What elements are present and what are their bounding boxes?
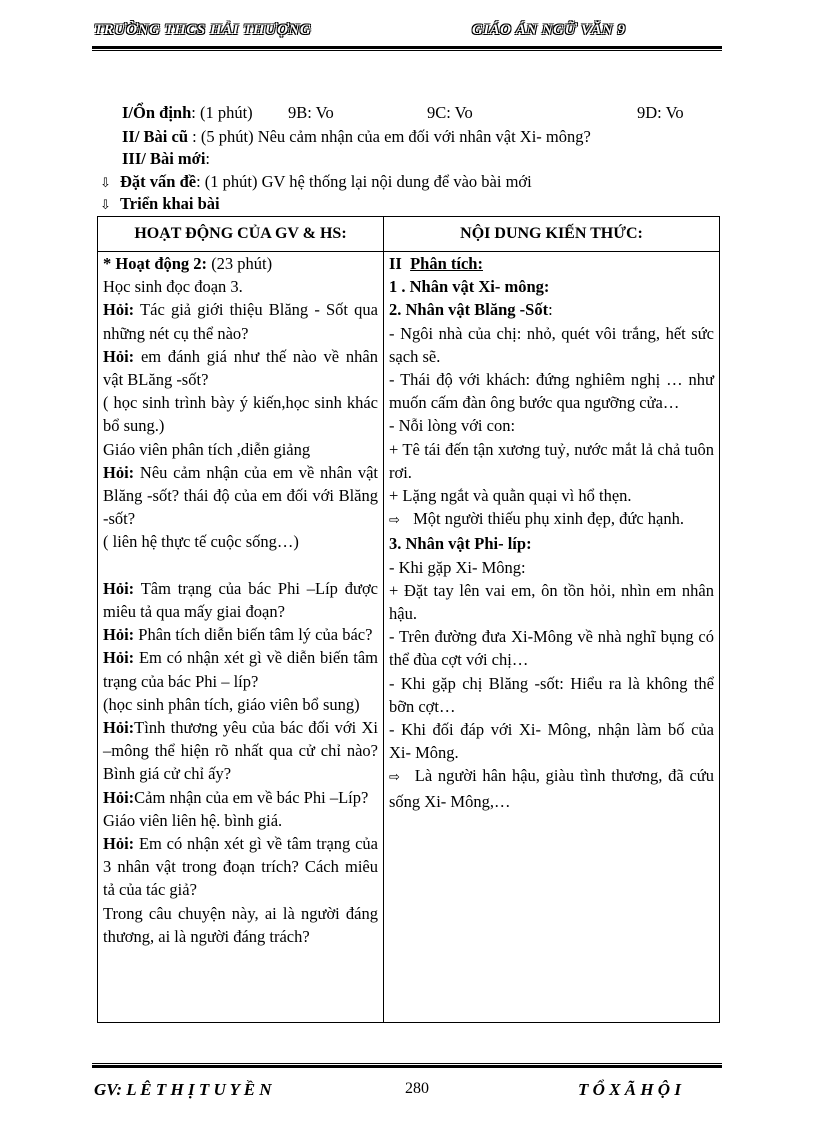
section-title: Phân tích: — [410, 254, 483, 273]
section-number: II — [389, 254, 402, 273]
question-label: Hỏi: — [103, 787, 135, 807]
hd2-label: * Hoạt động 2: — [103, 254, 208, 273]
header-subject: GIÁO ÁN NGỮ VĂN 9 — [472, 22, 626, 38]
left-line-3: Giáo viên phân tích ,diễn giảng — [103, 439, 311, 459]
question-text: Tác giả giới thiệu Blăng - Sốt qua những nét cụ thể nào? — [103, 300, 378, 343]
bai-cu-label: II/ Bài cũ — [122, 127, 189, 146]
question-label: Hỏi: — [103, 648, 135, 668]
question-label: Hỏi: — [103, 346, 135, 366]
footer-rule — [92, 1065, 722, 1068]
subsection-3: 3. Nhân vật Phi- líp: — [389, 534, 532, 554]
content-line: Là người hân hậu, giàu tình thương, đã cứu sống Xi- Mông,… — [389, 766, 714, 811]
right-arrow-icon: ⇨ — [389, 770, 400, 786]
dat-van-de-line — [100, 171, 532, 195]
content-line: - Khi đối đáp với Xi- Mông, nhận làm bố của Xi- Mông. — [389, 720, 714, 763]
class-9d: 9D: Vo — [637, 103, 684, 122]
down-arrow-icon: ⇩ — [100, 176, 111, 191]
question-label: Hỏi: — [103, 578, 135, 598]
dat-van-de-label: Đặt vấn đề — [120, 172, 197, 191]
content-line: - Ngôi nhà của chị: nhỏ, quét vôi trắng, hết sức sạch sẽ. — [389, 323, 714, 366]
content-line: - Khi gặp chị Blăng -sốt: Hiểu ra là không thể bỡn cợt… — [389, 673, 714, 716]
lesson-table — [97, 216, 720, 1023]
page-number: 280 — [405, 1080, 429, 1097]
content-line: - Thái độ với khách: đứng nghiêm nghị … như muốn cấm đàn ông bước qua ngưỡng cửa… — [389, 370, 714, 413]
question-text: Em có nhận xét gì về diễn biến tâm trạng của bác Phi – líp? — [103, 648, 378, 691]
subsection-2: 2. Nhân vật Blăng -Sốt — [389, 300, 549, 320]
left-line-7: Trong câu chuyện này, ai là người đáng thương, ai là người đáng trách? — [103, 903, 378, 946]
footer-teacher: GV: L Ê T H Ị T U Y Ề N — [94, 1080, 272, 1099]
footer-rule-thin — [92, 1063, 722, 1064]
bai-cu-line — [122, 126, 591, 148]
question-text: Nêu cảm nhận của em về nhân vật Blăng -sốt? thái độ của em đối với Blăng -sốt? — [103, 462, 378, 529]
content-line: + Tê tái đến tận xương tuỷ, nước mắt lả chả tuôn rơi. — [389, 439, 714, 482]
question-label: Hỏi: — [103, 834, 135, 854]
question-label: Hỏi: — [103, 462, 135, 482]
col-activity-header: HOẠT ĐỘNG CỦA GV & HS: — [98, 217, 384, 252]
subsection-1: 1 . Nhân vật Xi- mông: — [389, 277, 550, 297]
trien-khai-label: Triển khai bài — [120, 194, 220, 213]
content-line: - Trên đường đưa Xi-Mông về nhà nghĩ bụng có thể đùa cợt với chị… — [389, 627, 714, 670]
class-9b: 9B: Vo — [288, 103, 334, 122]
left-line-4: ( liên hệ thực tế cuộc sống…) — [103, 532, 299, 552]
activity-cell — [98, 252, 384, 1023]
content-line: Một người thiếu phụ xinh đẹp, đức hạnh. — [409, 509, 684, 529]
content-line: + Lặng ngắt và quằn quại vì hổ thẹn. — [389, 486, 632, 506]
header-rule — [92, 46, 722, 49]
subsection-2-colon: : — [548, 300, 553, 320]
left-line-6: Giáo viên liên hệ. bình giá. — [103, 810, 283, 830]
footer-group: T Ổ X Ã H Ộ I — [578, 1080, 681, 1099]
on-dinh-time: : (1 phút) — [191, 103, 253, 122]
left-line-1: Học sinh đọc đoạn 3. — [103, 277, 243, 297]
question-label: Hỏi: — [103, 718, 135, 738]
left-line-2: ( học sinh trình bày ý kiến,học sinh khác bổ sung.) — [103, 393, 378, 436]
question-text: Phân tích diễn biến tâm lý của bác? — [134, 625, 373, 645]
header-school: TRƯỜNG THCS HẢI THƯỢNG — [94, 22, 312, 38]
content-line: - Khi gặp Xi- Mông: — [389, 557, 526, 577]
bai-cu-text: : (5 phút) Nêu cảm nhận của em đối với nhân vật Xi- mông? — [188, 127, 591, 146]
dat-van-de-text: : (1 phút) GV hệ thống lại nội dung để vào bài mới — [196, 172, 532, 191]
left-line-5: (học sinh phân tích, giáo viên bổ sung) — [103, 694, 360, 714]
question-text: Em có nhận xét gì về tâm trạng của 3 nhân vật trong đoạn trích? Cách miêu tả của tác giả? — [103, 834, 378, 900]
down-arrow-icon: ⇩ — [100, 198, 111, 213]
header-rule-thin — [92, 50, 722, 51]
question-text: Tâm trạng của bác Phi –Líp được miêu tả qua mấy giai đoạn? — [103, 578, 378, 622]
content-line: + Đặt tay lên vai em, ôn tồn hỏi, nhìn em nhân hậu. — [389, 580, 714, 624]
trien-khai-line — [100, 193, 220, 217]
content-line: - Nỗi lòng với con: — [389, 416, 516, 436]
content-cell — [384, 252, 720, 1023]
right-arrow-icon: ⇨ — [389, 513, 400, 529]
question-label: Hỏi: — [103, 625, 135, 645]
bai-moi-line — [122, 148, 210, 170]
question-text: Cảm nhận của em về bác Phi –Líp? — [134, 787, 369, 807]
col-content-header: NỘI DUNG KIẾN THỨC: — [384, 217, 720, 252]
class-9c: 9C: Vo — [427, 103, 473, 122]
question-text: em đánh giá như thế nào về nhân vật BLăng -sốt? — [103, 346, 378, 390]
bai-moi-colon: : — [205, 149, 210, 168]
bai-moi-label: III/ Bài mới — [122, 149, 206, 168]
hd2-time: (23 phút) — [207, 254, 273, 273]
question-label: Hỏi: — [103, 300, 135, 320]
on-dinh-line — [122, 102, 253, 124]
question-text: Tình thương yêu của bác đối với Xi –mông thể hiện rõ nhất qua cử chỉ nào? Bình giá cử chỉ ấy? — [103, 718, 378, 784]
on-dinh-label: I/Ổn định — [122, 103, 192, 122]
